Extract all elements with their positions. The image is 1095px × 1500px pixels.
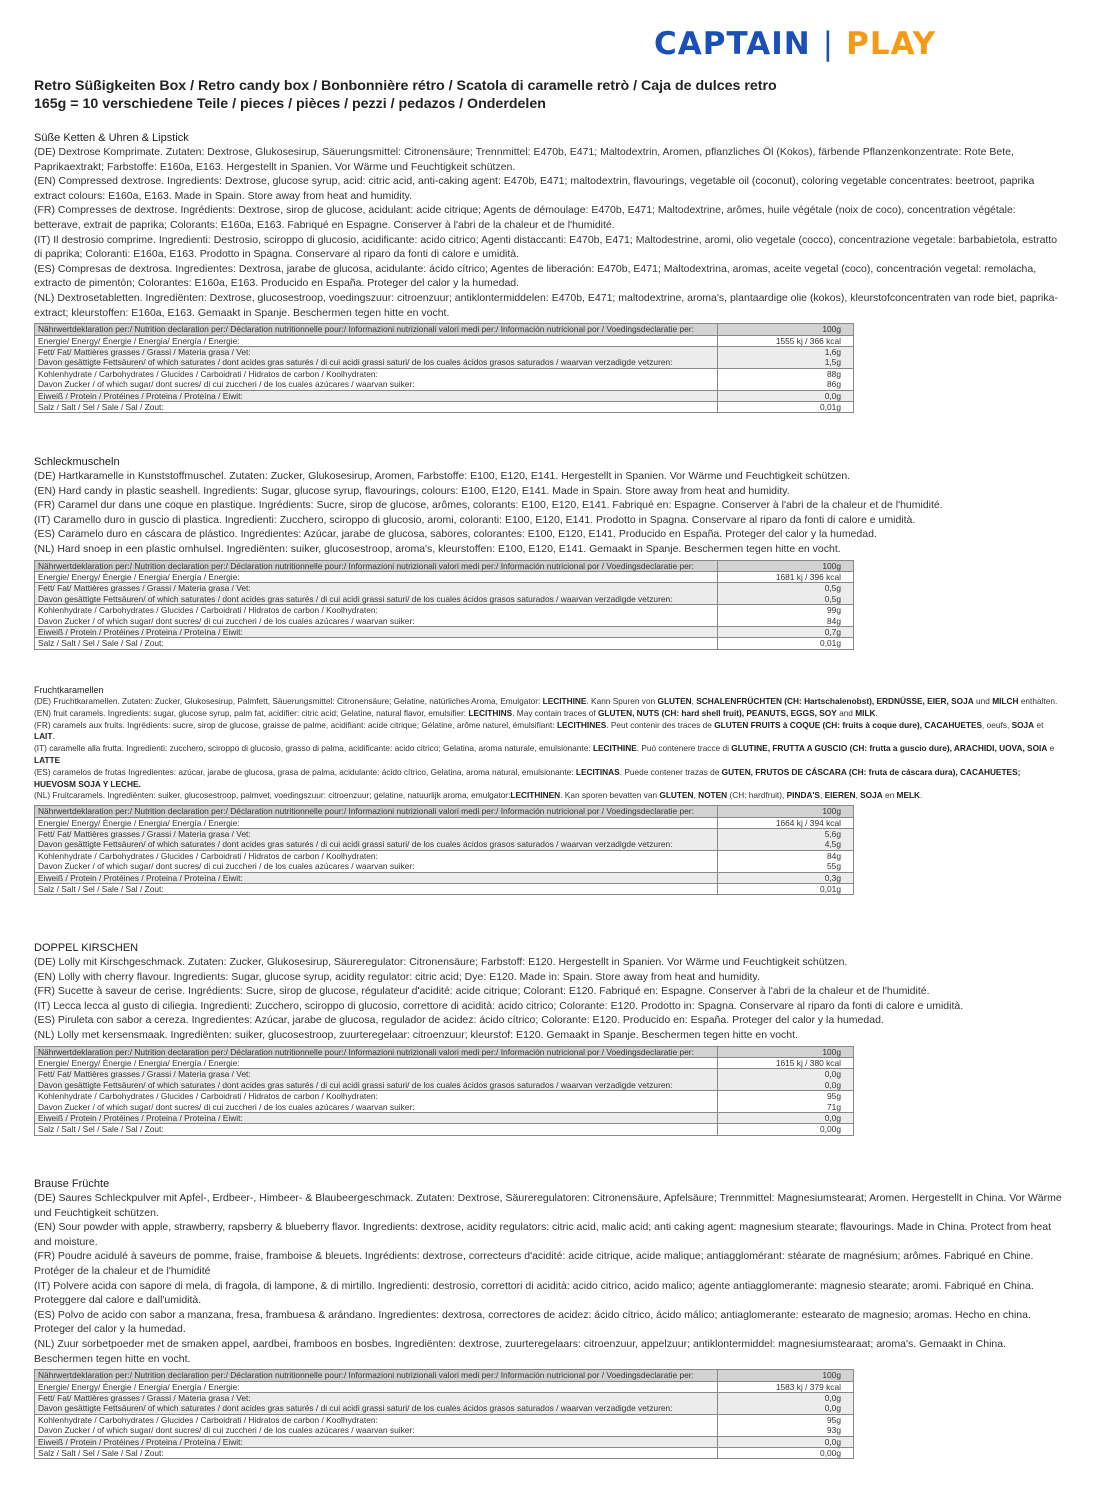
product-section-brause-fruechte: [34, 1177, 1064, 1459]
nutrition-row: [35, 1057, 854, 1068]
nutrition-value: 0,0g: [718, 1403, 854, 1414]
allergen-text: NOTEN: [698, 790, 728, 801]
allergen-text: GLUTEN FRUITS à COQUE (CH: fruits à coque dure), CACAHUETES: [714, 719, 983, 730]
allergen-text: MELK: [896, 790, 921, 801]
nutrition-row: [35, 638, 854, 649]
nutrition-row: [35, 1403, 854, 1414]
nutrition-value: 55g: [718, 861, 854, 872]
nutrition-value: 100g: [718, 560, 854, 571]
nutrition-label: Eiweiß / Protein / Protéines / Proteina / Proteína / Eiwit:: [35, 1436, 718, 1447]
nutrition-value: 0,01g: [718, 638, 854, 649]
allergen-text: SOJA: [860, 790, 883, 801]
nutrition-row: [35, 1113, 854, 1124]
nutrition-row: [35, 1370, 854, 1381]
nutrition-row: [35, 1102, 854, 1113]
logo-separator: |: [822, 26, 835, 62]
product-section-sweet-chains: [34, 131, 1064, 413]
nutrition-label: Davon gesättigte Fettsäuren/ of which saturates / dont acides gras saturés / di cui acidi grassi saturi/ de los cuales ácidos grasos saturados / waarvan verzadigde vetzuren:: [35, 1403, 718, 1414]
nutrition-value: 0,01g: [718, 884, 854, 895]
ingredients-paragraph: (ES) Compresas de dextrosa. Ingredientes: Dextrosa, jarabe de glucosa, acidulante: ácido cítrico; Agentes de liberación: E470b, E471; Maltodextrina, aromas, aceite vegetal (coco), concentración vegetal: remolacha, extracto de pimentón; Colorantes: E160a, E163. Producido en España. Proteger del calor y la humedad.: [34, 262, 1037, 290]
nutrition-value: 100g: [718, 324, 854, 335]
nutrition-label: Eiweiß / Protein / Protéines / Proteina / Proteína / Eiwit:: [35, 872, 718, 883]
allergen-text: GLUTEN, NUTS (CH: hard shell fruit), PEANUTS, EGGS, SOY: [597, 707, 837, 718]
nutrition-value: 0,7g: [718, 627, 854, 638]
nutrition-value: 0,0g: [718, 1436, 854, 1447]
nutrition-value: 0,0g: [718, 1080, 854, 1091]
nutrition-label: Fett/ Fat/ Mattières grasses / Grassi / Materia grasa / Vet:: [35, 583, 718, 594]
nutrition-label: Kohlenhydrate / Carbohydrates / Glucides / Carboidrati / Hidratos de carbon / Koolhydraten:: [35, 1414, 718, 1425]
nutrition-row: [35, 605, 854, 616]
nutrition-row: [35, 390, 854, 401]
nutrition-row: [35, 850, 854, 861]
nutrition-label: Energie/ Energy/ Énergie / Energia/ Energía / Energie:: [35, 335, 718, 346]
nutrition-label: Eiweiß / Protein / Protéines / Proteina / Proteína / Eiwit:: [35, 390, 718, 401]
nutrition-label: Davon Zucker / of which sugar/ dont sucres/ di cui zuccheri / de los cuales azúcares / waarvan suiker:: [35, 1425, 718, 1436]
nutrition-row: [35, 1069, 854, 1080]
nutrition-value: 88g: [718, 368, 854, 379]
allergen-text: GLUTEN: [659, 790, 694, 801]
ingredients-paragraph: (NL) Lolly met kersensmaak. Ingrediënten: suiker, glucosestroop, zuurteregelaar: citroenzuur; kleurstof: E120. Gemaakt in Spanje. Beschermen tegen hitte en vocht.: [34, 1028, 798, 1041]
ingredients-paragraph: (FR) Poudre acidulé à saveurs de pomme, fraise, framboise & bleuets. Ingrédients: dextrose, correcteurs d'acidité: acide citrique, acide malique; antiagglomérant: stéarate de magnésium; arômes. Fabriqué en Chine. Protéger de la chaleur et de l'humidité: [34, 1250, 1034, 1277]
nutrition-label: Davon Zucker / of which sugar/ dont sucres/ di cui zuccheri / de los cuales azúcares / waarvan suiker:: [35, 861, 718, 872]
ingredients-paragraph: (IT) Il destrosio comprime. Ingredienti: Destrosio, sciroppo di glucosio, acidificante: acido citrico; Agenti distaccanti: E470b, E471; Maltodestrine, aromi, olio vegetale (cocco), concentrazione vegetale: barbabietola, estratto di paprika; Coloranti: E160a, E163. Prodotto in Spagna. Conservare al riparo da fonti di calore e umidità.: [34, 233, 1058, 261]
nutrition-value: 0,0g: [718, 1069, 854, 1080]
nutrition-label: Fett/ Fat/ Mattières grasses / Grassi / Materia grasa / Vet:: [35, 828, 718, 839]
nutrition-label: Eiweiß / Protein / Protéines / Proteina / Proteína / Eiwit:: [35, 1113, 718, 1124]
nutrition-row: [35, 1447, 854, 1458]
nutrition-label: Davon gesättigte Fettsäuren/ of which saturates / dont acides gras saturés / di cui acidi grassi saturi/ de los cuales ácidos grasos saturados / waarvan verzadigde vetzuren:: [35, 594, 718, 605]
nutrition-table: [34, 560, 854, 650]
nutrition-row: [35, 346, 854, 357]
nutrition-label: Eiweiß / Protein / Protéines / Proteina / Proteína / Eiwit:: [35, 627, 718, 638]
nutrition-value: 0,0g: [718, 390, 854, 401]
nutrition-row: [35, 1080, 854, 1091]
ingredients-paragraph: (ES) Polvo de acido con sabor a manzana, fresa, frambuesa & arándano. Ingredientes: dextrosa, correctores de acidez: ácido cítrico, ácido málico; antiaglomerante: estearato de magnesio; aromas. Hecho en china. Proteger del calor y la humedad.: [34, 1308, 1031, 1336]
section-title: Süße Ketten & Uhren & Lipstick: [34, 132, 189, 144]
allergen-text: PINDA'S: [786, 790, 820, 801]
nutrition-row: [35, 379, 854, 390]
product-section-doppel-kirschen: [34, 941, 1064, 1136]
nutrition-row: [35, 335, 854, 346]
nutrition-table: [34, 323, 854, 413]
allergen-text: LECITHINE: [592, 743, 637, 754]
nutrition-value: 95g: [718, 1414, 854, 1425]
product-section-fruchtkaramellen: [34, 685, 1064, 895]
nutrition-label: Kohlenhydrate / Carbohydrates / Glucides / Carboidrati / Hidratos de carbon / Koolhydraten:: [35, 605, 718, 616]
ingredients-paragraph: (FR) caramels aux fruits. Ingrédients: sucre, sirop de glucose, graisse de palme, acidifiant: acide citrique; Gélatine, arôme naturel, émulsifiant: LECITHINES. Peut contenir des traces de GLUTEN FRUITS à COQUE (CH: fruits à coque dure), CACAHUETES, oeufs, SOJA et LAIT.: [34, 719, 1044, 742]
nutrition-row: [35, 560, 854, 571]
ingredients-text: [34, 145, 1064, 320]
nutrition-label: Nährwertdeklaration per:/ Nutrition declaration per:/ Déclaration nutritionnelle pour:/ Informazioni nutrizionali valori medi per:/ Información nutricional por / Voedingsdeclaratie per:: [35, 324, 718, 335]
nutrition-row: [35, 839, 854, 850]
nutrition-row: [35, 357, 854, 368]
ingredients-paragraph: (FR) Compresses de dextrose. Ingrédients: Dextrose, sirop de glucose, acidulant: acide citrique; Agents de démoulage: E470b, E471; Maltodextrine, arômes, huile végétale (noix de coco), concentration végétale: betterave, extrait de paprika; Colorants: E160a, E163. Fabriqué en Espagne. Conserver à l'abri de la chaleur et de l'humidité.: [34, 204, 1016, 231]
ingredients-text: [34, 955, 1064, 1043]
nutrition-value: 1,6g: [718, 346, 854, 357]
nutrition-row: [35, 1091, 854, 1102]
allergen-text: SOJA: [1011, 719, 1035, 730]
nutrition-row: [35, 817, 854, 828]
allergen-text: GUTEN, FRUTOS DE CÁSCARA (CH: fruta de cáscara dura), CACAHUETES; HUEVOSM SOJA Y LECHE.: [34, 766, 1021, 789]
ingredients-paragraph: (FR) Sucette à saveur de cerise. Ingrédients: Sucre, sirop de glucose, régulateur d'acidité: acide citrique; Colorant: E120. Fabriqué en: Espagne. Conserver à l'abri de la chaleur et de l'humidité.: [34, 985, 930, 998]
nutrition-table: [34, 1369, 854, 1459]
ingredients-paragraph: (EN) Lolly with cherry flavour. Ingredients: Sugar, glucose syrup, acidity regulator: citric acid; Dye: E120. Made in: Spain. Store away from heat and humidity.: [34, 970, 760, 983]
ingredients-paragraph: (NL) Dextrosetabletten. Ingrediënten: Dextrose, glucosestroop, voedingszuur: citroenzuur; antiklontermiddelen: E470b, E471; maltodextrine, aroma's, plantaardige olie (kokos), kleurstofconcentraten van rode biet, paprika-extract; kleurstoffen: E160a, E163. Gemaakt in Spanje. Beschermen tegen hitte en vocht.: [34, 291, 1058, 319]
ingredients-text: [34, 1191, 1064, 1366]
nutrition-label: Davon gesättigte Fettsäuren/ of which saturates / dont acides gras saturés / di cui acidi grassi saturi/ de los cuales ácidos grasos saturados / waarvan verzadigde vetzuren:: [35, 839, 718, 850]
allergen-text: GLUTEN: [657, 696, 692, 706]
allergen-text: LATTE: [34, 754, 61, 765]
ingredients-paragraph: (ES) Caramelo duro en cáscara de plástico. Ingredientes: Azúcar, jarabe de glucosa, sabores, colorantes: E100, E120, E141. Producido en España. Proteger del calor y la humedad.: [34, 528, 877, 541]
nutrition-label: Energie/ Energy/ Énergie / Energia/ Energía / Energie:: [35, 1057, 718, 1068]
nutrition-value: 0,3g: [718, 872, 854, 883]
ingredients-paragraph: (IT) caramelle alla frutta. Ingredienti: zucchero, sciroppo di glucosio, grasso di palma, acidificante: acido citrico; Gelatina, aroma naturale, emulsionante: LECITHINE. Può contenere tracce di GLUTINE, FRUTTA A GUSCIO (CH: frutta a guscio dure), ARACHIDI, UOVA, SOIA e LATTE: [34, 743, 1055, 765]
nutrition-value: 0,00g: [718, 1447, 854, 1458]
nutrition-row: [35, 616, 854, 627]
allergen-text: LECITHINE: [542, 696, 587, 706]
nutrition-row: [35, 884, 854, 895]
nutrition-value: 0,0g: [718, 1392, 854, 1403]
nutrition-row: [35, 861, 854, 872]
logo-text-captain: CAPTAIN: [654, 26, 811, 62]
ingredients-paragraph: (DE) Lolly mit Kirschgeschmack. Zutaten: Zucker, Glukosesirup, Säureregulator: Citronensäure; Farbstoff: E120. Hergestellt in Spanien. Vor Wärme und Feuchtigkeit schützen.: [34, 956, 848, 968]
nutrition-label: Fett/ Fat/ Mattières grasses / Grassi / Materia grasa / Vet:: [35, 1392, 718, 1403]
allergen-text: LAIT: [34, 731, 53, 742]
nutrition-value: 84g: [718, 850, 854, 861]
nutrition-row: [35, 872, 854, 883]
nutrition-value: 0,00g: [718, 1124, 854, 1135]
allergen-text: EIEREN: [824, 790, 856, 801]
ingredients-paragraph: (NL) Fruitcaramels. Ingrediënten: suiker, glucosestroop, palmvet, voedingszuur: citroenzuur; gelatine, natuurlijk aroma, emulgator:LECITHINEN. Kan sporen bevatten van GLUTEN, NOTEN (CH: hardfruit), PINDA'S, EIEREN, SOJA en MELK.: [34, 790, 923, 801]
nutrition-label: Davon Zucker / of which sugar/ dont sucres/ di cui zuccheri / de los cuales azúcares / waarvan suiker:: [35, 616, 718, 627]
nutrition-value: 1583 kj / 379 kcal: [718, 1381, 854, 1392]
ingredients-paragraph: (ES) Piruleta con sabor a cereza. Ingredientes: Azúcar, jarabe de glucosa, regulador de acidez: ácido cítrico; Colorante: E120. Producido en: España. Proteger del calor y la humedad.: [34, 1014, 884, 1027]
ingredients-paragraph: (IT) Caramello duro in guscio di plastica. Ingredienti: Zucchero, sciroppo di glucosio, aromi, coloranti: E100, E120, E141. Prodotto in Spagna. Conservare al riparo da fonti di calore e umidità.: [34, 513, 916, 526]
ingredients-paragraph: (EN) Sour powder with apple, strawberry, rapsberry & blueberry flavor. Ingredients: dextrose, acidity regulators: citric acid, malic acid; anti caking agent: magnesium stearate; flavourings. Made in China. Protect from heat and moisture.: [34, 1221, 1052, 1248]
product-section-schleckmuscheln: [34, 455, 1064, 650]
nutrition-label: Nährwertdeklaration per:/ Nutrition declaration per:/ Déclaration nutritionnelle pour:/ Informazioni nutrizionali valori medi per:/ Información nutricional por / Voedingsdeclaratie per:: [35, 1046, 718, 1057]
section-title: Brause Früchte: [34, 1178, 110, 1190]
nutrition-value: 1664 kj / 394 kcal: [718, 817, 854, 828]
nutrition-label: Salz / Salt / Sel / Sale / Sal / Zout:: [35, 638, 718, 649]
nutrition-label: Salz / Salt / Sel / Sale / Sal / Zout:: [35, 1124, 718, 1135]
ingredients-paragraph: (DE) Hartkaramelle in Kunststoffmuschel. Zutaten: Zucker, Glukosesirup, Aromen, Farbstoffe: E100, E120, E141. Hergestellt in Spanien. Vor Wärme und Feuchtigkeit schützen.: [34, 470, 851, 482]
nutrition-row: [35, 401, 854, 412]
ingredients-paragraph: (DE) Saures Schleckpulver mit Apfel-, Erdbeer-, Himbeer- & Blaubeergeschmack. Zutaten: Dextrose, Säureregulatoren: Citronensäure, Apfelsäure; Trennmittel: Magnesiumstearat; Aromen. Hergestellt in China. Vor Wärme und Feuchtigkeit schützen.: [34, 1192, 1062, 1219]
nutrition-table: [34, 805, 854, 895]
allergen-text: SCHALENFRÜCHTEN (CH: Hartschalenobst), ERDNÜSSE, EIER, SOJA: [696, 696, 974, 706]
nutrition-row: [35, 1046, 854, 1057]
allergen-text: LECITHINEN: [510, 790, 561, 801]
allergen-text: GLUTINE, FRUTTA A GUSCIO (CH: frutta a guscio dure), ARACHIDI, UOVA, SOIA: [731, 743, 1048, 754]
nutrition-value: 0,5g: [718, 594, 854, 605]
nutrition-row: [35, 571, 854, 582]
nutrition-value: 93g: [718, 1425, 854, 1436]
nutrition-value: 100g: [718, 1370, 854, 1381]
nutrition-label: Nährwertdeklaration per:/ Nutrition declaration per:/ Déclaration nutritionnelle pour:/ Informazioni nutrizionali valori medi per:/ Información nutricional por / Voedingsdeclaratie per:: [35, 806, 718, 817]
nutrition-value: 5,6g: [718, 828, 854, 839]
nutrition-value: 4,5g: [718, 839, 854, 850]
nutrition-label: Nährwertdeklaration per:/ Nutrition declaration per:/ Déclaration nutritionnelle pour:/ Informazioni nutrizionali valori medi per:/ Información nutricional por / Voedingsdeclaratie per:: [35, 1370, 718, 1381]
nutrition-label: Nährwertdeklaration per:/ Nutrition declaration per:/ Déclaration nutritionnelle pour:/ Informazioni nutrizionali valori medi per:/ Información nutricional por / Voedingsdeclaratie per:: [35, 560, 718, 571]
ingredients-paragraph: (IT) Lecca lecca al gusto di ciliegia. Ingredienti: Zucchero, sciroppo di glucosio, correttore di acidità: acido citrico; Colorante: E120. Prodotto in: Spagna. Conservare al riparo da fonti di calore e umidità.: [34, 999, 964, 1012]
nutrition-value: 95g: [718, 1091, 854, 1102]
nutrition-label: Energie/ Energy/ Énergie / Energia/ Energía / Energie:: [35, 571, 718, 582]
nutrition-value: 0,0g: [718, 1113, 854, 1124]
nutrition-row: [35, 627, 854, 638]
nutrition-value: 0,5g: [718, 583, 854, 594]
ingredients-paragraph: (ES) caramelos de frutas Ingredientes: azúcar, jarabe de glucosa, grasa de palma, acidulante: ácido cítrico, Gelatina, aroma natural, emulsionante: LECITINAS. Puede contener trazas de GUTEN, FRUTOS DE CÁSCARA (CH: fruta de cáscara dura), CACAHUETES; HUEVOSM SOJA Y LECHE.: [34, 766, 1021, 789]
ingredients-paragraph: (NL) Hard snoep in een plastic omhulsel. Ingrediënten: suiker, glucosestroop, aroma's, kleurstoffen: E100, E120, E141. Gemaakt in Spanje. Beschermen tegen hitte en vocht.: [34, 542, 841, 555]
nutrition-value: 71g: [718, 1102, 854, 1113]
nutrition-row: [35, 368, 854, 379]
nutrition-label: Energie/ Energy/ Énergie / Energia/ Energía / Energie:: [35, 817, 718, 828]
nutrition-label: Davon gesättigte Fettsäuren/ of which saturates / dont acides gras saturés / di cui acidi grassi saturi/ de los cuales ácidos grasos saturados / waarvan verzadigde vetzuren:: [35, 1080, 718, 1091]
ingredients-paragraph: (FR) Caramel dur dans une coque en plastique. Ingrédients: Sucre, sirop de glucose, arômes, colorants: E100, E120, E141. Fabriqué en: Espagne. Conserver à l'abri de la chaleur et de l'humidité.: [34, 499, 943, 512]
nutrition-row: [35, 1392, 854, 1403]
nutrition-row: [35, 1425, 854, 1436]
logo-text-play: PLAY: [846, 26, 937, 62]
captain-play-logo: [654, 22, 974, 66]
allergen-text: MILCH: [992, 696, 1019, 706]
nutrition-value: 100g: [718, 806, 854, 817]
nutrition-row: [35, 806, 854, 817]
nutrition-label: Salz / Salt / Sel / Sale / Sal / Zout:: [35, 401, 718, 412]
nutrition-row: [35, 1414, 854, 1425]
allergen-text: LECITINAS: [575, 766, 620, 777]
ingredients-paragraph: (EN) fruit caramels. Ingredients: sugar, glucose syrup, palm fat, acidifier: citric acid; Gelatine, natural flavor, emulsifier: LECITHINS. May contain traces of GLUTEN, NUTS (CH: hard shell fruit), PEANUTS, EGGS, SOY and MILK.: [34, 707, 878, 718]
nutrition-row: [35, 1436, 854, 1447]
ingredients-paragraph: (EN) Compressed dextrose. Ingredients: Dextrose, glucose syrup, acid: citric acid, anti-caking agent: E470b, E471; maltodextrin, flavourings, vegetable oil (coconut), coloring vegetable concentrates: beetroot, paprika extract colours: E160a, E163. Made in Spain. Store away from heat and humidity.: [34, 175, 1035, 202]
nutrition-row: [35, 324, 854, 335]
nutrition-row: [35, 583, 854, 594]
ingredients-paragraph: (NL) Zuur sorbetpoeder met de smaken appel, aardbei, framboos en bosbes. Ingrediënten: dextrose, zuurteregelaars: citroenzuur, appelzuur; antiklontermiddel: magnesiumstearaat; aroma's. Gemaakt in China. Beschermen tegen hitte en vocht.: [34, 1337, 1007, 1365]
nutrition-row: [35, 594, 854, 605]
ingredients-paragraph: (DE) Dextrose Komprimate. Zutaten: Dextrose, Glukosesirup, Säuerungsmittel: Citronensäure; Trennmittel: E470b, E471; Maltodextrin, Aromen, pflanzliches Öl (Kokos), färbende Pflanzenkonzentrate: Rote Bete, Paprikaextrakt; Farbstoffe: E160a, E163. Hergestellt in Spanien. Vor Wärme und Feuchtigkeit schützen.: [34, 146, 1014, 173]
nutrition-row: [35, 828, 854, 839]
document-header: [34, 77, 777, 113]
nutrition-value: 86g: [718, 379, 854, 390]
ingredients-paragraph: (EN) Hard candy in plastic seashell. Ingredients: Sugar, glucose syrup, flavourings, colours: E100, E120, E141. Made in Spain. Store away from heat and humidity.: [34, 484, 790, 497]
section-title: Schleckmuscheln: [34, 456, 120, 468]
ingredients-text: [34, 469, 1064, 557]
header-title: Retro Süßigkeiten Box / Retro candy box / Bonbonnière rétro / Scatola di caramelle retrò / Caja de dulces retro: [34, 78, 777, 94]
section-title: Fruchtkaramellen: [34, 685, 104, 695]
nutrition-label: Energie/ Energy/ Énergie / Energia/ Energía / Energie:: [35, 1381, 718, 1392]
nutrition-label: Davon Zucker / of which sugar/ dont sucres/ di cui zuccheri / de los cuales azúcares / waarvan suiker:: [35, 1102, 718, 1113]
nutrition-label: Fett/ Fat/ Mattières grasses / Grassi / Materia grasa / Vet:: [35, 1069, 718, 1080]
nutrition-value: 0,01g: [718, 401, 854, 412]
ingredients-paragraph: (IT) Polvere acida con sapore di mela, di fragola, di lampone, & di mirtillo. Ingredienti: destrosio, correttori di acidità: acido citrico, acido malico; agente antiagglomerante: magnesio stearate; aromi. Fabriqué en China. Proteggere dal calore e dall'umidità.: [34, 1279, 1034, 1307]
header-subtitle: 165g = 10 verschiedene Teile / pieces / pièces / pezzi / pedazos / Onderdelen: [34, 96, 546, 112]
nutrition-value: 100g: [718, 1046, 854, 1057]
nutrition-label: Davon gesättigte Fettsäuren/ of which saturates / dont acides gras saturés / di cui acidi grassi saturi/ de los cuales ácidos grasos saturados / waarvan verzadigde vetzuren:: [35, 357, 718, 368]
nutrition-value: 99g: [718, 605, 854, 616]
nutrition-row: [35, 1381, 854, 1392]
section-title: DOPPEL KIRSCHEN: [34, 942, 139, 954]
allergen-text: MILK: [855, 707, 876, 718]
nutrition-table: [34, 1046, 854, 1136]
nutrition-value: 1615 kj / 380 kcal: [718, 1057, 854, 1068]
nutrition-label: Kohlenhydrate / Carbohydrates / Glucides / Carboidrati / Hidratos de carbon / Koolhydraten:: [35, 850, 718, 861]
nutrition-label: Salz / Salt / Sel / Sale / Sal / Zout:: [35, 884, 718, 895]
nutrition-label: Fett/ Fat/ Mattières grasses / Grassi / Materia grasa / Vet:: [35, 346, 718, 357]
nutrition-label: Davon Zucker / of which sugar/ dont sucres/ di cui zuccheri / de los cuales azúcares / waarvan suiker:: [35, 379, 718, 390]
allergen-text: LECITHINES: [556, 719, 607, 730]
nutrition-value: 1,5g: [718, 357, 854, 368]
nutrition-label: Salz / Salt / Sel / Sale / Sal / Zout:: [35, 1447, 718, 1458]
nutrition-row: [35, 1124, 854, 1135]
allergen-text: LECITHINS: [468, 707, 513, 718]
ingredients-paragraph: (DE) Fruchtkaramellen. Zutaten: Zucker, Glukosesirup, Palmfett, Säuerungsmittel: Citronensäure; Gelatine, natürliches Aroma, Emulgator: LECITHINE. Kann Spuren von GLUTEN, SCHALENFRÜCHTEN (CH: Hartschalenobst), ERDNÜSSE, EIER, SOJA und MILCH enthalten.: [34, 696, 1058, 706]
nutrition-label: Kohlenhydrate / Carbohydrates / Glucides / Carboidrati / Hidratos de carbon / Koolhydraten:: [35, 368, 718, 379]
ingredients-text: [34, 696, 1064, 802]
nutrition-value: 84g: [718, 616, 854, 627]
nutrition-label: Kohlenhydrate / Carbohydrates / Glucides / Carboidrati / Hidratos de carbon / Koolhydraten:: [35, 1091, 718, 1102]
nutrition-value: 1681 kj / 396 kcal: [718, 571, 854, 582]
nutrition-value: 1555 kj / 366 kcal: [718, 335, 854, 346]
